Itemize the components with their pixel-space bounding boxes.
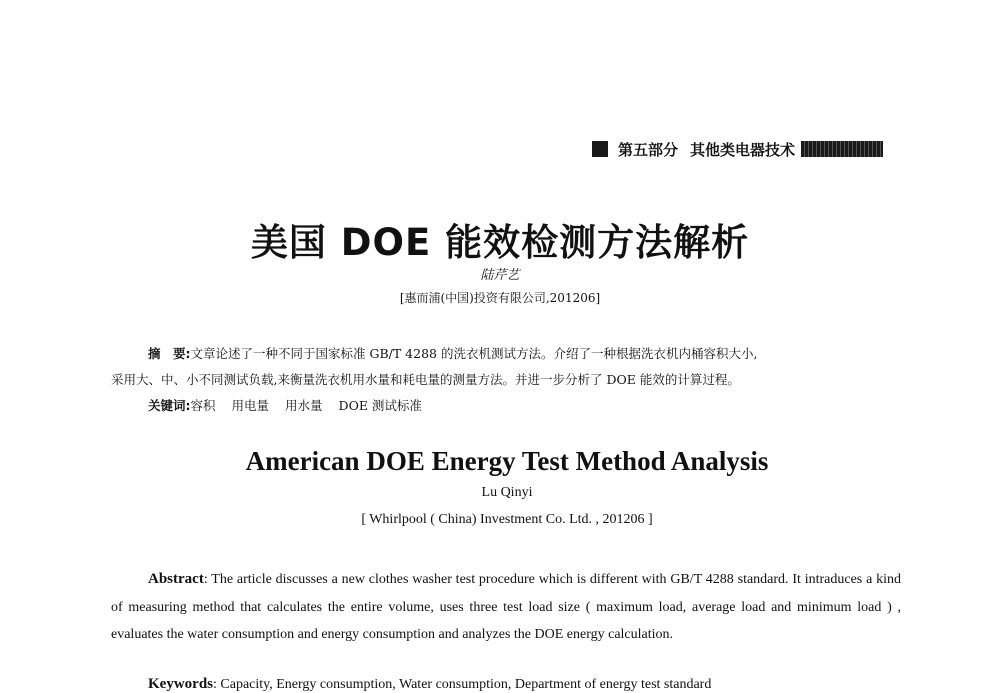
section-marker-right (801, 141, 883, 157)
chinese-keyword: 用水量 (285, 398, 323, 413)
section-header (592, 138, 883, 160)
chinese-author: 陆芹艺 (480, 268, 520, 283)
chinese-abstract-text-1: 文章论述了一种不同于国家标准 GB/T 4288 的洗衣机测试方法。介绍了一种根据洗衣机内桶容积大小, (190, 346, 758, 361)
chinese-affiliation: [惠而浦(中国)投资有限公司,201206] (399, 291, 601, 305)
chinese-abstract-line-1 (148, 344, 757, 362)
chinese-title: 美国 DOE 能效检测方法解析 (250, 221, 750, 264)
english-affiliation: [ Whirlpool ( China) Investment Co. Ltd. , 201206 ] (361, 512, 653, 527)
chinese-keyword: 用电量 (231, 398, 270, 413)
english-keywords-label: Keywords (148, 676, 213, 692)
english-abstract-label: Abstract (148, 571, 204, 587)
english-keywords-separator: : (213, 677, 221, 692)
chinese-keyword: DOE 测试标准 (338, 398, 422, 413)
chinese-abstract-line-2: 采用大、中、小不同测试负载,来衡量洗衣机用水量和耗电量的测量方法。并进一步分析了 DOE 能效的计算过程。 (111, 372, 740, 387)
section-marker-left (592, 141, 608, 157)
chinese-abstract-label: 摘 要: (148, 346, 191, 361)
chinese-keywords-label: 关键词: (148, 398, 191, 413)
english-abstract-separator: : (203, 572, 212, 587)
english-keywords-text: Capacity, Energy consumption, Water consumption, Department of energy test standard (220, 677, 712, 692)
english-keywords (148, 676, 711, 693)
english-author: Lu Qinyi (481, 485, 533, 500)
chinese-keywords (148, 396, 438, 414)
english-abstract-text: The article discusses a new clothes washer test procedure which is different with GB/T 4288 standard. It intraduces a kind of measuring method that calculates the entire volume, uses three test load size ( maximum load, average load and minimum load ) , evaluates the water consumption and energy consumption and analyzes the DOE energy calculation. (111, 572, 901, 642)
section-label: 第五部分 (618, 140, 679, 159)
english-abstract (111, 566, 901, 649)
english-title: American DOE Energy Test Method Analysis (245, 446, 769, 476)
section-subject: 其他类电器技术 (690, 140, 796, 159)
chinese-keyword: 容积 (190, 398, 216, 413)
